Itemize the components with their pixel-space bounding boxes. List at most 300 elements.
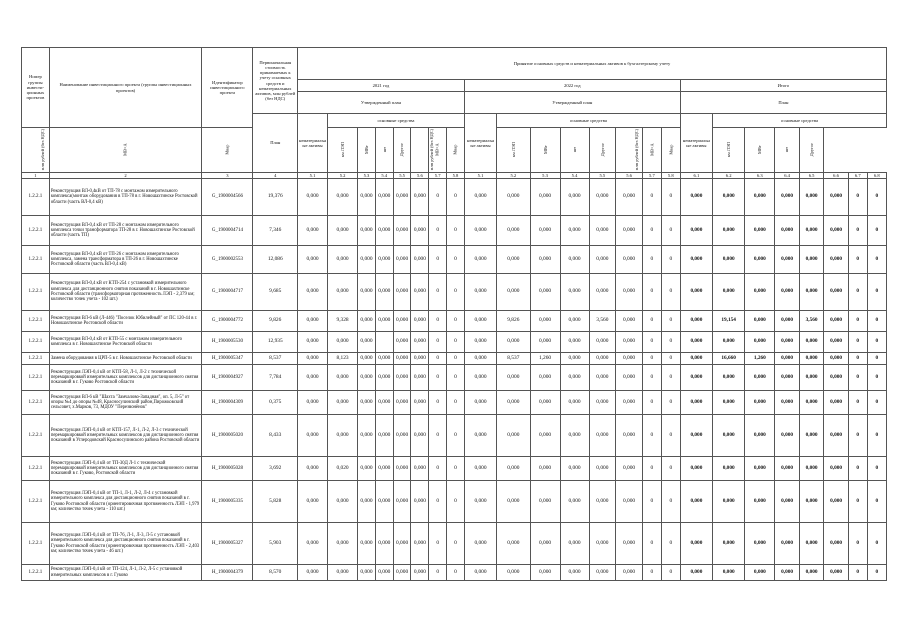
header-intangible-2021: нематериальные активы	[298, 114, 328, 173]
value-cell-total: 0,000	[680, 353, 712, 365]
value-cell-total: 0,000	[713, 246, 745, 274]
project-name-cell: Реконструкция ВЛ-0,4 кВ от ТП-28 с монтажом измерительного комплекса точки трансформатора ТП-28 в г. Новошахтинске Ростовской области (часть ТП)	[49, 216, 201, 246]
value-cell-total: 0	[848, 481, 867, 523]
value-cell-2022: 0	[642, 565, 661, 581]
value-cell-total: 0,000	[824, 365, 848, 391]
column-index: 5.3	[530, 173, 560, 179]
value-cell-2022: 0	[661, 365, 680, 391]
value-cell-2022: 0	[661, 216, 680, 246]
value-cell-total: 0,000	[824, 457, 848, 481]
initial-cost-cell: 9,685	[253, 274, 298, 311]
value-cell-2021: 0,000	[298, 179, 328, 216]
header-fixed-total: основные средства	[713, 114, 887, 128]
value-cell-total: 0,000	[745, 481, 775, 523]
value-cell-2022: 0,000	[589, 415, 616, 457]
value-cell-total: 0	[848, 523, 867, 565]
value-cell-total: 0,000	[775, 311, 799, 332]
column-index: 5.1	[298, 173, 328, 179]
project-id-cell: H_1900005530	[202, 332, 253, 353]
value-cell-2022: 0,000	[589, 246, 616, 274]
value-cell-total: 0,000	[680, 565, 712, 581]
value-cell-2021: 0,000	[328, 523, 358, 565]
value-cell-2021: 0,000	[358, 311, 376, 332]
value-cell-2021: 0,000	[298, 415, 328, 457]
value-cell-2022: 0,000	[560, 523, 589, 565]
column-index: 5.2	[328, 173, 358, 179]
value-cell-total: 0,000	[680, 179, 712, 216]
value-cell-2021: 0,000	[328, 332, 358, 353]
value-cell-2022: 0,000	[497, 365, 530, 391]
value-cell-2022: 0,000	[616, 481, 643, 523]
value-cell-total: 0,000	[799, 391, 823, 415]
value-cell-2021: 0	[447, 457, 465, 481]
value-cell-total: 0,000	[745, 332, 775, 353]
value-cell-2021: 0	[429, 415, 447, 457]
initial-cost-cell: 8,570	[253, 565, 298, 581]
value-cell-2021: 0,000	[375, 565, 393, 581]
value-cell-2021: 0	[447, 481, 465, 523]
project-name-cell: Реконструкция ЛЭП-0,4 кВ от КТП-157, Л-1, Л-2, Л-3 с технической перемаркировкой измерительных комплексов для дистанционного снятия показаний в Углеродовский Красносулинского района Ростовской области	[49, 415, 201, 457]
value-cell-2022: 0	[642, 216, 661, 246]
table-row	[22, 457, 887, 481]
value-cell-total: 0,000	[775, 332, 799, 353]
value-cell-2021: 0	[429, 523, 447, 565]
value-cell-2021: 0,000	[358, 481, 376, 523]
group-number-cell: 1.2.2.1	[22, 365, 50, 391]
value-cell-total: 0,000	[680, 274, 712, 311]
value-cell-2022: 0,000	[616, 179, 643, 216]
group-number-cell: 1.2.2.1	[22, 332, 50, 353]
initial-cost-cell: 0,375	[253, 391, 298, 415]
sub-header: МВ×А	[49, 128, 201, 173]
value-cell-2021: 0,000	[358, 179, 376, 216]
value-cell-2021: 0	[447, 179, 465, 216]
value-cell-2022: 1,260	[530, 353, 560, 365]
value-cell-2022: 0	[642, 179, 661, 216]
header-year-2022: 2022 год	[464, 80, 680, 92]
value-cell-2022: 0,000	[589, 481, 616, 523]
initial-cost-cell: 7,346	[253, 216, 298, 246]
value-cell-2022: 0,000	[616, 274, 643, 311]
value-cell-2021: 0,000	[298, 481, 328, 523]
value-cell-2021: 0	[447, 274, 465, 311]
project-name-cell: Реконструкция ВЛ-6 кВ "Шахта "Замчалово-Западная", оп. 5, Л-5" от опоры №4 до опоры №48, Красносулинский район,Пирожковский сельсовет, х.Марков, 73, МДОУ "Перезвонёнок"	[49, 391, 201, 415]
initial-cost-cell: 9,826	[253, 311, 298, 332]
value-cell-2022: 0,000	[464, 246, 496, 274]
value-cell-2022: 0,000	[464, 457, 496, 481]
value-cell-2021: 0	[429, 391, 447, 415]
project-id-cell: H_1900004379	[202, 565, 253, 581]
value-cell-2022: 0,000	[616, 415, 643, 457]
value-cell-2022: 0	[661, 246, 680, 274]
value-cell-2022: 0,000	[497, 391, 530, 415]
table-row	[22, 311, 887, 332]
value-cell-2022: 0,000	[497, 246, 530, 274]
project-name-cell: Реконструкция ВЛ-0,4 кВ от КТП-55 с монтажом измерительного комплекса в г. Новошахтинске Ростовской области	[49, 332, 201, 353]
value-cell-2021: 0,000	[328, 565, 358, 581]
value-cell-total: 0,000	[745, 565, 775, 581]
value-cell-total: 0,000	[680, 523, 712, 565]
value-cell-2021: 0,000	[298, 216, 328, 246]
value-cell-total: 0,000	[713, 457, 745, 481]
value-cell-2022: 0,000	[497, 523, 530, 565]
value-cell-2021: 0,000	[393, 332, 411, 353]
value-cell-2021: 0,000	[411, 246, 429, 274]
value-cell-2021: 0,000	[393, 365, 411, 391]
value-cell-2022: 0,000	[560, 216, 589, 246]
value-cell-total: 0,000	[799, 353, 823, 365]
value-cell-total: 0	[867, 216, 886, 246]
value-cell-2022: 0,000	[616, 311, 643, 332]
value-cell-2022: 0,000	[530, 179, 560, 216]
value-cell-total: 0,000	[799, 332, 823, 353]
value-cell-2022: 0	[661, 481, 680, 523]
value-cell-total: 0	[848, 274, 867, 311]
sub-header: Другое	[589, 128, 616, 173]
project-id-cell: H_1900005028	[202, 457, 253, 481]
project-name-cell: Реконструкция ВЛ-0,4 кВ от КТП-254 с установкой измерительного комплекса для дистанционного снятия показаний в г. Новошахтинске Ростовской области (трансформаторная протяженность ЛЭП - 2,379 км; количество точек учета - 102 шт.)	[49, 274, 201, 311]
column-index: 5.5	[393, 173, 411, 179]
value-cell-2021: 0,000	[358, 365, 376, 391]
value-cell-2022: 0,000	[589, 274, 616, 311]
value-cell-total: 0,000	[799, 457, 823, 481]
value-cell-2022: 0	[642, 365, 661, 391]
value-cell-2021: 0,000	[328, 365, 358, 391]
value-cell-2022: 0,000	[560, 365, 589, 391]
value-cell-total: 0,000	[680, 311, 712, 332]
value-cell-2021: 0	[429, 481, 447, 523]
value-cell-2022: 0,000	[497, 481, 530, 523]
value-cell-total: 0,000	[824, 353, 848, 365]
column-index: 5.6	[616, 173, 643, 179]
value-cell-2021: 0	[429, 353, 447, 365]
value-cell-total: 0,000	[745, 415, 775, 457]
value-cell-2021: 0	[447, 391, 465, 415]
project-name-cell: Реконструкция ЛЭП-0,4 кВ от ТП-76, Л-1, Л-3, Л-5 с установкой измерительного комплекса для дистанционного снятия показаний в г. Гуково Ростовской области (ориентировочная протяженность ЛЭП - 2,403 км; количество точек учета - 46 шт.)	[49, 523, 201, 565]
value-cell-2022: 0	[661, 415, 680, 457]
project-name-cell: Реконструкция ЛЭП-0,4 кВ от ТП-1, Л-1, Л-2, Л-4 с установкой измерительного комплекса для дистанционного снятия показаний в г. Гуково Ростовской области (ориентировочная протяженность ЛЭП - 1,979 км; количество точек учета - 110 шт.)	[49, 481, 201, 523]
value-cell-2021: 0,000	[393, 523, 411, 565]
value-cell-2022: 0,000	[464, 353, 496, 365]
project-id-cell: G_1900002553	[202, 246, 253, 274]
table-row	[22, 332, 887, 353]
initial-cost-cell: 7,784	[253, 365, 298, 391]
value-cell-total: 0,000	[775, 415, 799, 457]
value-cell-2022: 0,000	[560, 481, 589, 523]
value-cell-2021: 0,000	[411, 216, 429, 246]
value-cell-2022: 0,000	[530, 311, 560, 332]
value-cell-total: 0,000	[745, 246, 775, 274]
value-cell-2022: 0	[661, 523, 680, 565]
project-name-cell: Реконструкция ЛЭП-0,4 кВ от ТП-124, Л-1, Л-2, Л-5 с установкой измерительных комплексов в г. Гуково	[49, 565, 201, 581]
value-cell-2022: 0,000	[589, 565, 616, 581]
value-cell-2021: 0,000	[411, 565, 429, 581]
group-number-cell: 1.2.2.1	[22, 216, 50, 246]
value-cell-2021: 0,000	[375, 365, 393, 391]
value-cell-total: 0	[867, 457, 886, 481]
value-cell-total: 0,000	[775, 274, 799, 311]
value-cell-total: 0,000	[824, 391, 848, 415]
value-cell-total: 0	[848, 332, 867, 353]
value-cell-total: 3,560	[799, 311, 823, 332]
value-cell-total: 0	[848, 353, 867, 365]
project-id-cell: H_1900005020	[202, 415, 253, 457]
value-cell-2022: 0,000	[530, 274, 560, 311]
value-cell-total: 0,000	[713, 565, 745, 581]
sub-header: млн рублей (без НДС)	[22, 128, 50, 173]
value-cell-total: 0,000	[824, 523, 848, 565]
value-cell-total: 0	[867, 332, 886, 353]
value-cell-2021: 0,000	[393, 391, 411, 415]
value-cell-2021: 9,328	[328, 311, 358, 332]
value-cell-2021: 0,000	[298, 565, 328, 581]
value-cell-2021: 0,000	[375, 179, 393, 216]
value-cell-2022: 0,000	[464, 415, 496, 457]
value-cell-2022: 0	[661, 565, 680, 581]
table-row	[22, 481, 887, 523]
value-cell-total: 0,000	[824, 481, 848, 523]
value-cell-2022: 0,000	[464, 311, 496, 332]
value-cell-2022: 0,000	[464, 365, 496, 391]
value-cell-2021: 0,000	[411, 365, 429, 391]
value-cell-2022: 0	[642, 332, 661, 353]
value-cell-total: 0	[867, 365, 886, 391]
value-cell-2022: 0,000	[560, 565, 589, 581]
value-cell-2021: 0	[447, 523, 465, 565]
value-cell-2022: 0,000	[464, 481, 496, 523]
header-group-number: Номер группы инвести-ционных проектов	[22, 48, 50, 128]
header-plan-total: План	[680, 92, 886, 114]
value-cell-2022: 0,000	[589, 391, 616, 415]
value-cell-total: 0	[848, 565, 867, 581]
initial-cost-cell: 8,433	[253, 415, 298, 457]
value-cell-total: 0	[867, 523, 886, 565]
value-cell-2021: 0	[447, 246, 465, 274]
initial-cost-cell: 12,935	[253, 332, 298, 353]
header-assets-accepted: Принятие основных средств и нематериальных активов к бухгалтерскому учету	[298, 48, 887, 80]
value-cell-2021: 0,000	[411, 311, 429, 332]
value-cell-total: 0	[867, 481, 886, 523]
value-cell-2021: 0,000	[358, 415, 376, 457]
value-cell-total: 16,660	[713, 353, 745, 365]
project-id-cell: H_1900004927	[202, 365, 253, 391]
table-row	[22, 415, 887, 457]
value-cell-total: 0,000	[775, 565, 799, 581]
header-project-id: Идентификатор инвестиционного проекта	[202, 48, 253, 128]
sub-header: МВ×А	[642, 128, 661, 173]
group-number-cell: 1.2.2.1	[22, 391, 50, 415]
value-cell-2021: 0,000	[328, 481, 358, 523]
value-cell-total: 0,000	[775, 179, 799, 216]
sub-header: км ЛЭП	[713, 128, 745, 173]
column-index: 1	[22, 173, 50, 179]
value-cell-2021	[375, 332, 393, 353]
value-cell-2022: 0,000	[616, 365, 643, 391]
value-cell-total: 0,000	[799, 523, 823, 565]
value-cell-total: 0,000	[745, 274, 775, 311]
value-cell-total: 0,000	[745, 311, 775, 332]
initial-cost-cell: 8,537	[253, 353, 298, 365]
value-cell-2022: 0,000	[464, 391, 496, 415]
value-cell-total: 0,000	[824, 565, 848, 581]
column-index: 5.8	[447, 173, 465, 179]
sub-header: км ЛЭП	[328, 128, 358, 173]
value-cell-total: 0	[848, 391, 867, 415]
value-cell-2021: 0,000	[411, 523, 429, 565]
column-index: 6.5	[799, 173, 823, 179]
group-number-cell: 1.2.2.1	[22, 353, 50, 365]
value-cell-total: 1,260	[745, 353, 775, 365]
project-name-cell: Реконструкция ЛЭП-0,4 кВ от КТП-58, Л-1, Л-2 с технической перемаркировкой измерительных комплексов для дистанционного снятия показаний в г. Гуково Ростовской области	[49, 365, 201, 391]
value-cell-total: 0	[848, 311, 867, 332]
header-fixed-2022: основные средства	[497, 114, 681, 128]
value-cell-total: 0,000	[775, 216, 799, 246]
value-cell-2022: 0,000	[616, 457, 643, 481]
project-id-cell: G_1900004772	[202, 311, 253, 332]
value-cell-2022: 0,000	[530, 523, 560, 565]
value-cell-2022: 0,000	[560, 311, 589, 332]
value-cell-2021: 0,000	[393, 457, 411, 481]
value-cell-total: 0,000	[775, 457, 799, 481]
value-cell-2021: 0,000	[298, 365, 328, 391]
value-cell-total: 0,000	[824, 216, 848, 246]
project-name-cell: Реконструкция ЛЭП-0,4 кВ от ТП-30Д Л-1 с технической перемаркировкой измерительных комплексов для дистанционного снятия показаний в г. Гуково, Ростовской области	[49, 457, 201, 481]
value-cell-2021: 0,000	[411, 415, 429, 457]
column-index: 5.8	[661, 173, 680, 179]
group-number-cell: 1.2.2.1	[22, 481, 50, 523]
project-id-cell: H_1900005327	[202, 523, 253, 565]
value-cell-2021: 0,000	[298, 457, 328, 481]
column-index: 6.4	[775, 173, 799, 179]
column-index: 6.8	[867, 173, 886, 179]
value-cell-2021: 0,000	[393, 415, 411, 457]
value-cell-2022: 0,000	[464, 274, 496, 311]
value-cell-2021: 0,000	[375, 311, 393, 332]
value-cell-total: 0,000	[745, 391, 775, 415]
value-cell-2022: 0	[642, 246, 661, 274]
value-cell-2021: 0,000	[375, 481, 393, 523]
column-index: 5.4	[560, 173, 589, 179]
column-index: 4	[253, 173, 298, 179]
value-cell-2022: 0,000	[497, 179, 530, 216]
value-cell-2022: 0,000	[464, 179, 496, 216]
column-index: 3	[202, 173, 253, 179]
value-cell-2022: 0	[642, 311, 661, 332]
initial-cost-cell: 12,086	[253, 246, 298, 274]
value-cell-total: 0,000	[824, 332, 848, 353]
value-cell-2021: 0,000	[328, 274, 358, 311]
value-cell-2022: 0,000	[589, 179, 616, 216]
value-cell-2022: 0,000	[560, 415, 589, 457]
column-index: 6.3	[745, 173, 775, 179]
column-index: 5.6	[411, 173, 429, 179]
column-index: 6.6	[824, 173, 848, 179]
table-row	[22, 391, 887, 415]
value-cell-total: 0,000	[775, 481, 799, 523]
value-cell-2021: 0,000	[328, 216, 358, 246]
value-cell-total: 0	[867, 565, 886, 581]
value-cell-2022: 3,560	[589, 311, 616, 332]
value-cell-2021: 0	[429, 179, 447, 216]
column-index: 6.1	[680, 173, 712, 179]
value-cell-total: 0,000	[745, 365, 775, 391]
group-number-cell: 1.2.2.1	[22, 523, 50, 565]
column-index: 5.5	[589, 173, 616, 179]
initial-cost-cell: 19,376	[253, 179, 298, 216]
value-cell-2022: 0,000	[464, 216, 496, 246]
value-cell-2021: 0	[429, 246, 447, 274]
value-cell-total: 0,000	[824, 311, 848, 332]
sub-header: Мвар	[447, 128, 465, 173]
value-cell-total: 0,000	[713, 415, 745, 457]
sub-header: шт	[375, 128, 393, 173]
value-cell-2022: 0,000	[464, 523, 496, 565]
header-plan-unit: План	[253, 114, 298, 173]
value-cell-2021: 0,000	[358, 332, 376, 353]
value-cell-2022: 0,000	[530, 415, 560, 457]
value-cell-total: 0,000	[713, 179, 745, 216]
value-cell-total: 0	[867, 353, 886, 365]
column-index: 2	[49, 173, 201, 179]
sub-header: МВт	[530, 128, 560, 173]
value-cell-total: 0,000	[824, 179, 848, 216]
header-intangible-total: нематериальные активы	[680, 114, 712, 173]
value-cell-total: 0,000	[775, 246, 799, 274]
column-index: 5.7	[642, 173, 661, 179]
value-cell-total: 0,000	[799, 246, 823, 274]
group-number-cell: 1.2.2.1	[22, 274, 50, 311]
value-cell-total: 0,000	[775, 353, 799, 365]
value-cell-total: 0,000	[799, 415, 823, 457]
sub-header: км ЛЭП	[497, 128, 530, 173]
value-cell-total: 0,000	[775, 391, 799, 415]
value-cell-2022: 0	[661, 311, 680, 332]
value-cell-total: 0,000	[775, 523, 799, 565]
value-cell-2021: 0,000	[358, 274, 376, 311]
value-cell-2021: 0,000	[328, 391, 358, 415]
sub-header: шт	[775, 128, 799, 173]
project-name-cell: Реконструкция ВЛ-0,4 кВ от ТП-26 с монтажом измерительного комплекса, замена трансформатора в ТП-26 в г. Новошахтинске Ростовской области (часть ВЛ-0,4 кВ)	[49, 246, 201, 274]
value-cell-total: 0	[867, 391, 886, 415]
value-cell-2021: 0,000	[393, 565, 411, 581]
value-cell-2022: 0	[642, 523, 661, 565]
value-cell-2021: 0,000	[328, 179, 358, 216]
value-cell-2022: 0,000	[464, 332, 496, 353]
sub-header: МВ×А	[429, 128, 447, 173]
value-cell-total: 19,154	[713, 311, 745, 332]
value-cell-2022: 0	[642, 353, 661, 365]
value-cell-2021: 0	[447, 365, 465, 391]
value-cell-2021: 0,000	[298, 523, 328, 565]
value-cell-total: 0,000	[799, 216, 823, 246]
value-cell-2022: 0,000	[530, 365, 560, 391]
project-id-cell: H_1900004309	[202, 391, 253, 415]
value-cell-total: 0,000	[824, 415, 848, 457]
value-cell-2022: 0,000	[616, 353, 643, 365]
value-cell-total: 0,000	[713, 365, 745, 391]
value-cell-2022: 0,000	[616, 216, 643, 246]
value-cell-2021: 0,000	[328, 246, 358, 274]
value-cell-2021: 0,000	[375, 523, 393, 565]
value-cell-total: 0,000	[680, 365, 712, 391]
value-cell-2022: 0,000	[560, 391, 589, 415]
value-cell-total: 0	[867, 179, 886, 216]
table-row	[22, 365, 887, 391]
value-cell-2022: 0,000	[616, 523, 643, 565]
value-cell-2022: 0,000	[497, 457, 530, 481]
value-cell-total: 0	[848, 216, 867, 246]
value-cell-2021: 0	[429, 216, 447, 246]
